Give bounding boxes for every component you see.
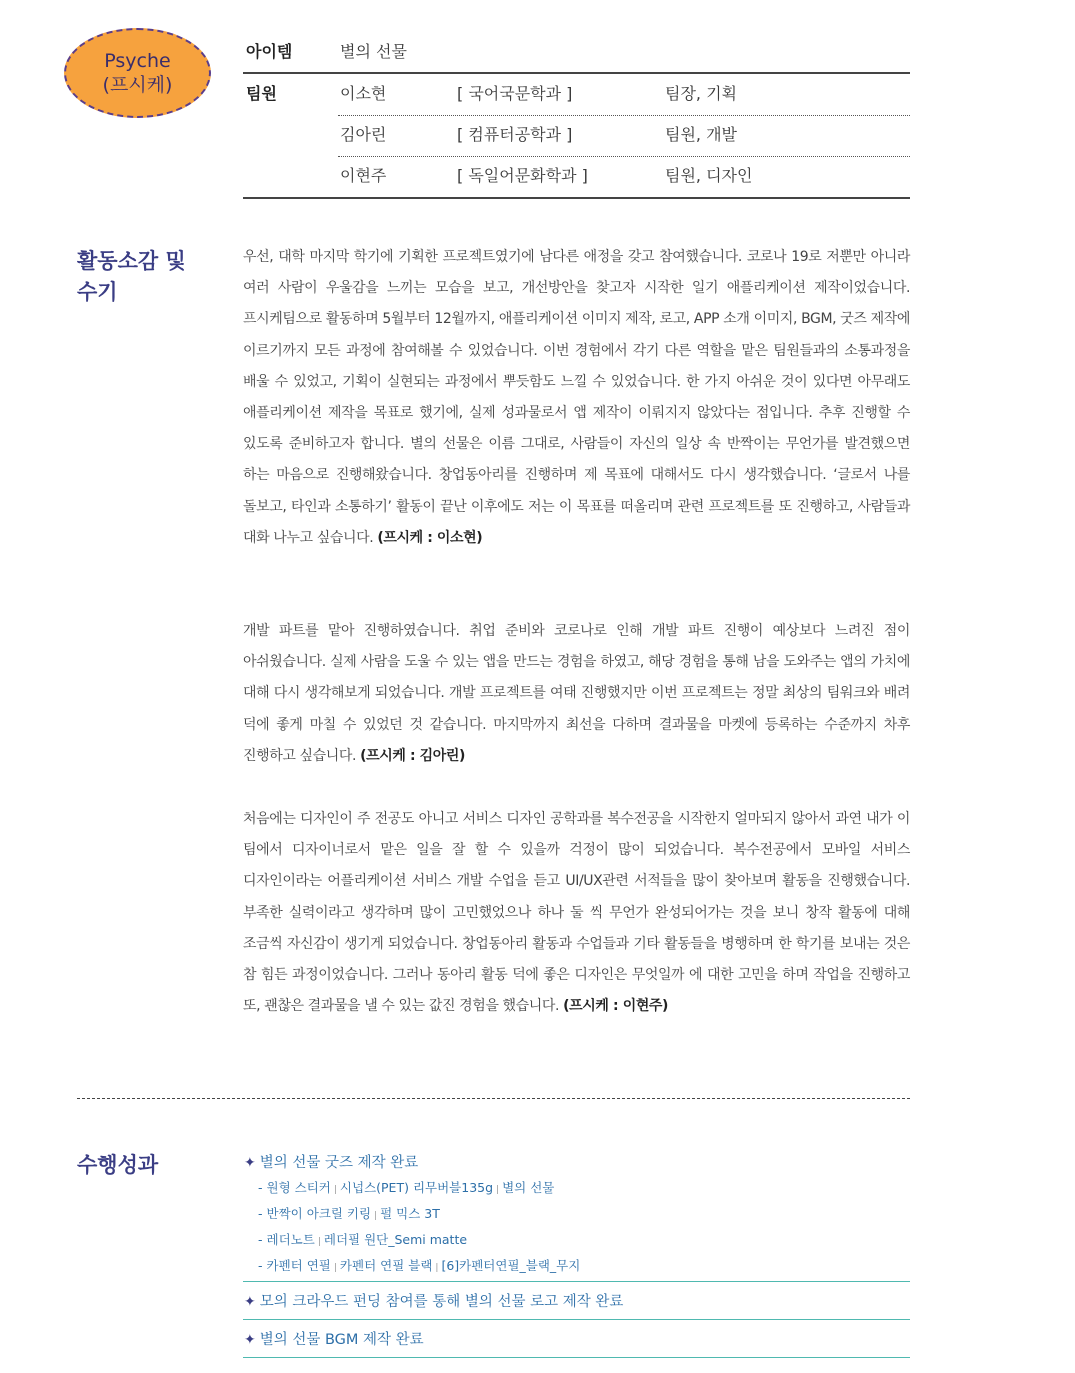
result-heading-text: 모의 크라우드 펀딩 참여를 통해 별의 선물 로고 제작 완료: [259, 1294, 624, 1310]
essay-signature: (프시케 : 이현주): [563, 998, 669, 1015]
subitem-part: 레더노트: [266, 1232, 315, 1247]
team-name-en: Psyche: [104, 49, 171, 72]
activity-title-line2: 수기: [77, 280, 118, 304]
star-icon: ✦: [244, 1294, 256, 1310]
activity-section-title: [77, 246, 186, 308]
result-item: [243, 1282, 910, 1320]
subitem-part: 펄 믹스 3T: [380, 1206, 440, 1221]
team-name-ko: (프시케): [102, 73, 173, 96]
member-role: 팀원, 개발: [665, 125, 737, 144]
activity-title-line1: 활동소감 및: [77, 249, 186, 273]
subitem-part: 시넙스(PET) 리무버블135g: [339, 1180, 494, 1195]
subitem-part: 카펜터 연필 블랙: [339, 1258, 433, 1273]
item-label: 아이템: [246, 42, 293, 61]
member-dept: [ 독일어문화학과 ]: [457, 166, 588, 185]
member-name: 이현주: [340, 166, 387, 185]
member-dept: [ 컴퓨터공학과 ]: [457, 125, 573, 144]
member-role: 팀장, 기획: [665, 84, 737, 103]
results-list: [243, 1150, 910, 1358]
result-heading-text: 별의 선물 BGM 제작 완료: [259, 1332, 424, 1348]
results-section-title: 수행성과: [77, 1153, 159, 1177]
result-subitem: - 레더노트 | 레더필 원단_Semi matte: [258, 1232, 468, 1247]
result-subitem: - 원형 스티커 | 시넙스(PET) 리무버블135g | 별의 선물: [258, 1180, 555, 1195]
result-heading: [243, 1150, 910, 1176]
member-name: 이소현: [340, 84, 387, 103]
member-role: 팀원, 디자인: [665, 166, 753, 185]
star-icon: ✦: [244, 1332, 256, 1348]
subitem-part: 레더필 원단_Semi matte: [323, 1232, 468, 1247]
subitem-part: [6]카펜터연필_블랙_무지: [441, 1258, 581, 1273]
members-label: 팀원: [246, 84, 277, 103]
item-row: [243, 32, 910, 74]
section-divider: [77, 1098, 910, 1099]
essay-text: 개발 파트를 맡아 진행하였습니다. 취업 준비와 코로나로 인해 개발 파트 진행이 예상보다 느려진 점이 아쉬웠습니다. 실제 사람을 도울 수 있는 앱을 만드는 경험을 하였고, 해당 경험을 통해 남을 도와주는 앱의 가치에 대해 다시 생각해보게 되었습니다. 개발 프로젝트를 여태 진행했지만 이번 프로젝트는 정말 최상의 팀워크와 배려 덕에 좋게 마칠 수 있었던 것 같습니다. 마지막까지 최선을 다하며 결과물을 마켓에 등록하는 수준까지 차후 진행하고 싶습니다.: [243, 623, 910, 764]
member-row: [243, 74, 910, 115]
result-subitem: - 카펜터 연필 | 카펜터 연필 블랙 | [6]카펜터연필_블랙_무지: [258, 1258, 581, 1273]
essay-paragraph: [243, 242, 910, 554]
essay-paragraph: [243, 616, 910, 772]
essay-text: 처음에는 디자인이 주 전공도 아니고 서비스 디자인 공학과를 복수전공을 시작한지 얼마되지 않아서 과연 내가 이 팀에서 디자이너로서 맡은 일을 잘 할 수 있을까 걱정이 많이 되었습니다. 복수전공에서 모바일 서비스 디자인이라는 어플리케이션 서비스 개발 수업을 듣고 UI/UX관련 서적들을 많이 찾아보며 활동을 진행했습니다. 부족한 실력이라고 생각하며 많이 고민했었으나 하나 둘 씩 무언가 완성되어가는 것을 보니 창작 활동에 대해 조금씩 자신감이 생기게 되었습니다. 창업동아리 활동과 수업들과 기타 활동들을 병행하며 한 학기를 보내는 것은 참 힘든 과정이었습니다. 그러나 동아리 활동 덕에 좋은 디자인은 무엇일까 에 대한 고민을 하며 작업을 진행하고 또, 괜찮은 결과물을 낼 수 있는 값진 경험을 했습니다.: [243, 811, 910, 1015]
subitem-part: 반짝이 아크릴 키링: [266, 1206, 372, 1221]
star-icon: ✦: [244, 1155, 256, 1171]
member-name: 김아린: [340, 125, 387, 144]
essay-signature: (프시케 : 이소현): [377, 529, 483, 546]
subitem-part: 원형 스티커: [266, 1180, 331, 1195]
subitem-part: 카펜터 연필: [266, 1258, 331, 1273]
result-heading: [243, 1289, 910, 1315]
essay-text: 우선, 대학 마지막 학기에 기획한 프로젝트였기에 남다른 애정을 갖고 참여했습니다. 코로나 19로 저뿐만 아니라 여러 사람이 우울감을 느끼는 모습을 보고, 개선방안을 찾고자 시작한 일기 애플리케이션 제작이었습니다. 프시케팀으로 활동하며 5월부터 12월까지, 애플리케이션 이미지 제작, 로고, APP 소개 이미지, BGM, 굿즈 제작에 이르기까지 모든 과정에 참여해볼 수 있었습니다. 이번 경험에서 각기 다른 역할을 맡은 팀원들과의 소통과정을 배울 수 있었고, 기획이 실현되는 과정에서 뿌듯함도 느낄 수 있었습니다. 한 가지 아쉬운 것이 있다면 아무래도 애플리케이션 제작을 목표로 했기에, 실제 성과물로서 앱 제작이 이뤄지지 않았다는 점입니다. 추후 진행할 수 있도록 준비하고자 합니다. 별의 선물은 이름 그대로, 사람들이 자신의 일상 속 반짝이는 무언가를 발견했으면 하는 마음으로 진행해왔습니다. 창업동아리를 진행하며 제 목표에 대해서도 다시 생각했습니다. ‘글로서 나를 돌보고, 타인과 소통하기’ 활동이 끝난 이후에도 저는 이 목표를 떠올리며 관련 프로젝트를 또 진행하고, 사람들과 대화 나누고 싶습니다.: [243, 249, 910, 546]
member-row: [243, 156, 910, 199]
team-info-table: [243, 32, 910, 199]
result-item: [243, 1150, 910, 1282]
essay-paragraph: [243, 804, 910, 1022]
result-item: [243, 1320, 910, 1358]
result-subitem: - 반짝이 아크릴 키링 | 펄 믹스 3T: [258, 1206, 440, 1221]
essay-signature: (프시케 : 김아린): [360, 747, 466, 764]
member-dept: [ 국어국문학과 ]: [457, 84, 573, 103]
member-row: [243, 115, 910, 156]
item-value: 별의 선물: [340, 42, 407, 61]
result-heading-text: 별의 선물 굿즈 제작 완료: [259, 1155, 419, 1171]
team-badge: [64, 28, 211, 118]
subitem-part: 별의 선물: [502, 1180, 555, 1195]
result-heading: [243, 1327, 910, 1353]
